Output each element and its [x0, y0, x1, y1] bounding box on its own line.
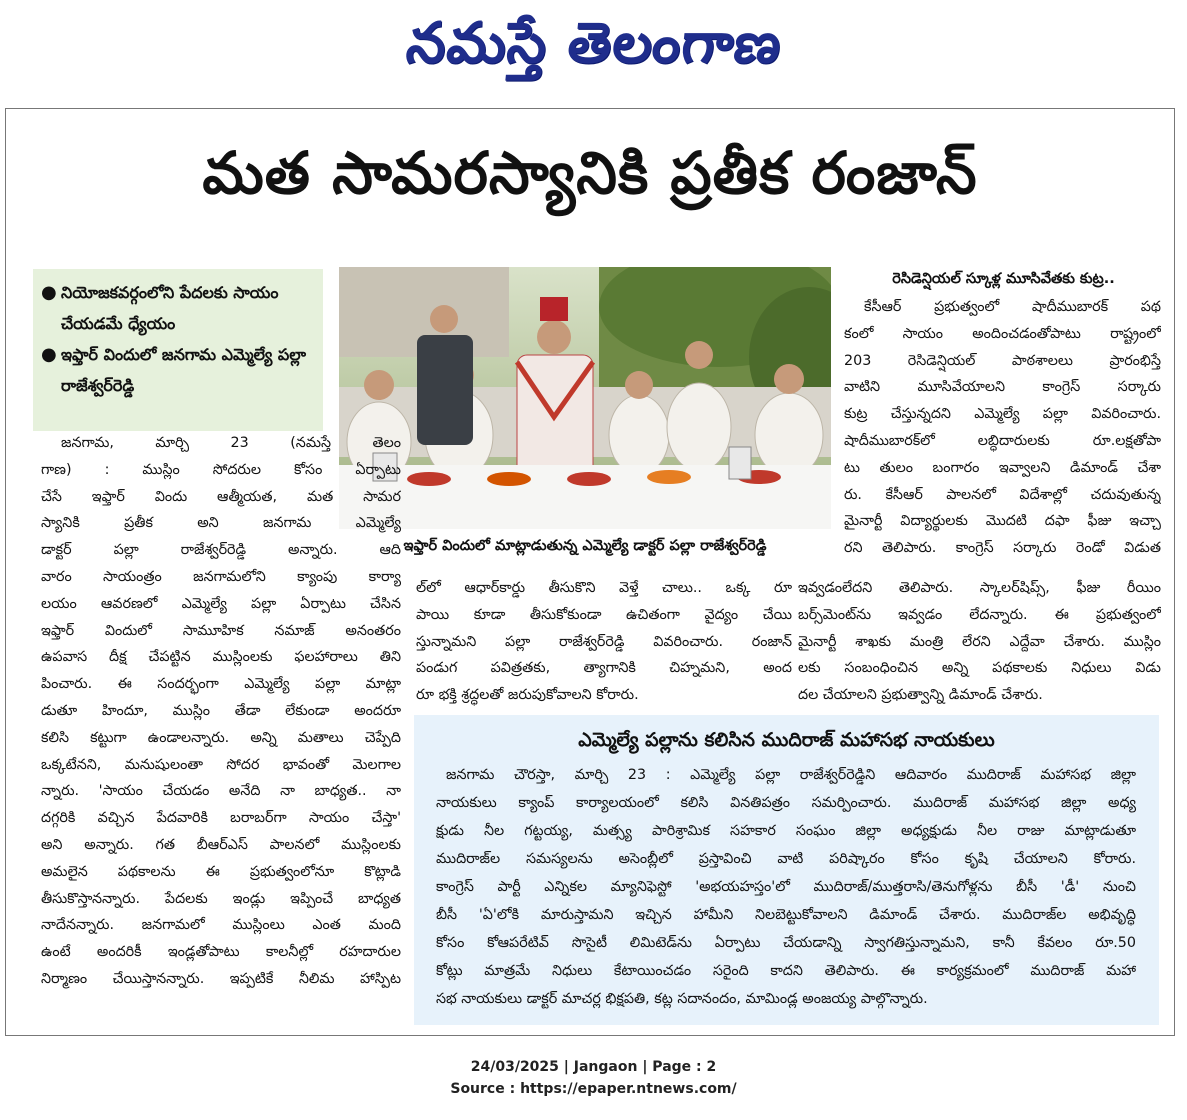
edition-info: 24/03/2025 | Jangaon | Page : 2: [470, 1059, 717, 1075]
text-line: క్షుడు నీల గట్టయ్య, మత్స్య పారిశ్రామిక సహకార సంఘం జిల్లా అధ్యక్షుడు నీల రాజు మాట్లాడుతూ: [436, 823, 1136, 839]
text-line: పండుగ పవిత్రతకు, త్యాగానికి చిహ్నమని, అంద: [416, 660, 792, 677]
text-line: పించారు. ఈ సందర్భంగా ఎమ్మెల్యే పల్లా మాట్లా: [41, 676, 401, 693]
text-line: కలిసి కట్టుగా ఉండాలన్నారు. అన్ని మతాలు చెప్పేది: [41, 729, 401, 746]
text-line: కోట్లు మాత్రమే నిధులు కేటాయించడం సరైంది కాదని తెలిపారు. ఈ కార్యక్రమంలో ముదిరాజ్ మహా: [436, 963, 1136, 979]
page-footer: [0, 1056, 1187, 1100]
text-line: ఉపవాస దీక్ష చేపట్టిన ముస్లింలకు ఫలహారాలు తిని: [41, 649, 401, 666]
photo-caption: ఇఫ్తార్ విందులో మాట్లాడుతున్న ఎమ్మెల్యే డాక్టర్ పల్లా రాజేశ్వర్‌రెడ్డి: [403, 538, 767, 554]
highlight-text: ఇఫ్తార్ విందులో జనగామ ఎమ్మెల్యే పల్లా రాజేశ్వర్‌రెడ్డి: [61, 345, 307, 395]
text-line: న్నారు. 'సాయం చేయడం అనేది నా బాధ్యత.. నా: [41, 783, 401, 800]
text-line: కుట్ర చేస్తున్నదని ఎమ్మెల్యే పల్లా వివరించారు.: [844, 406, 1161, 423]
source-link[interactable]: Source : https://epaper.ntnews.com/: [450, 1081, 737, 1097]
text-line: లకు సంబంధించిన అన్ని పథకాలకు నిధులు విడు: [798, 660, 1161, 677]
text-line: కోసం కోఆపరేటివ్ సొసైటీ లిమిటెడ్‌ను ఏర్పాటు చేయడాన్ని స్వాగతిస్తున్నామని, కానీ కేవలం రూ.50: [436, 935, 1136, 951]
text-line: స్తున్నామని పల్లా రాజేశ్వర్‌రెడ్డి వివరించారు. రంజాన్: [416, 633, 792, 650]
text-line: రూ భక్తి శ్రద్ధలతో జరుపుకోవాలని కోరారు.: [416, 687, 639, 704]
text-line: రని తెలిపారు. కాంగ్రెస్ సర్కారు రెండో విడుత: [844, 540, 1161, 557]
text-line: లయం ఆవరణలో ఎమ్మెల్యే పల్లా ఏర్పాటు చేసిన: [41, 595, 401, 612]
text-line: జనగామ చౌరస్తా, మార్చి 23 : ఎమ్మెల్యే పల్లా రాజేశ్వర్‌రెడ్డిని ఆదివారం ముదిరాజ్ మహాసభ జిల్లా: [446, 767, 1136, 783]
text-line: దగ్గరికి వచ్చిన పేదవారికి బరాబర్‌గా సాయం చేస్తా': [41, 810, 401, 827]
highlight-item: [41, 277, 315, 339]
bullet-icon: ●: [41, 282, 57, 303]
text-line: గాణ) : ముస్లిం సోదరుల కోసం ఏర్పాటు: [41, 461, 401, 478]
column-3-continued: [798, 575, 1161, 709]
text-line: ముదిరాజ్‌ల సమస్యలను అసెంబ్లీలో ప్రస్తావించి వాటి పరిష్కారం కోసం కృషి చేయాలని కోరారు.: [436, 851, 1136, 867]
text-line: మైనార్టీ శాఖకు మంత్రి లేరని ఎద్దేవా చేశారు. ముస్లిం: [798, 633, 1161, 650]
text-line: టు తులం బంగారం ఇవ్వాలని డిమాండ్ చేశా: [844, 459, 1161, 476]
text-line: మైనార్టీ విద్యార్థులకు మొదటి దఫా ఫీజు ఇచ్చా: [844, 513, 1161, 530]
text-line: బర్స్‌మెంట్‌ను ఇవ్వడం లేదన్నారు. ఈ ప్రభుత్వంలో: [798, 606, 1161, 623]
text-line: నాయకులు క్యాంప్ కార్యాలయంలో కలిసి వినతిపత్రం సమర్పించారు. ముదిరాజ్ మహాసభ జిల్లా అధ్య: [436, 795, 1136, 811]
text-line: కేసీఆర్ ప్రభుత్వంలో షాదీముబారక్ పథ: [864, 299, 1161, 315]
text-line: జనగామ, మార్చి 23 (నమస్తే తెలం: [61, 435, 401, 451]
text-line: దల చేయాలని ప్రభుత్వాన్ని డిమాండ్ చేశారు.: [798, 687, 1043, 704]
news-article: [5, 108, 1175, 1036]
text-line: ఉంటే అందరికీ ఇండ్లతోపాటు కాలనీల్లో రహదారుల: [41, 944, 401, 961]
sidebar-news-box: [414, 715, 1159, 1025]
text-line: నిర్మాణం చేయిస్తానన్నారు. ఇప్పటికే నీలిమ హాస్పిట: [41, 970, 401, 987]
text-line: డుతూ హిందూ, ముస్లిం తేడా లేకుండా అందరూ: [41, 702, 401, 719]
text-line: నాదేనన్నారు. జనగామలో ముస్లింలు ఎంత మంది: [41, 917, 401, 934]
text-line: తీసుకొస్తానన్నారు. పేదలకు ఇండ్లు ఇప్పించే బాధ్యత: [41, 890, 401, 907]
photo-illustration: [339, 267, 831, 529]
highlight-item: [41, 339, 315, 401]
event-photo: [339, 267, 831, 529]
article-headline: మత సామరస్యానికి ప్రతీక రంజాన్: [202, 139, 978, 207]
box-body: [436, 761, 1136, 1013]
column-1: [41, 430, 401, 993]
masthead: [0, 0, 1187, 100]
text-line: డాక్టర్ పల్లా రాజేశ్వర్‌రెడ్డి అన్నారు. ఆది: [41, 542, 401, 559]
text-line: కాంగ్రెస్ పార్టీ ఎన్నికల మ్యానిఫెస్టో 'అభయహస్తం'లో ముదిరాజ్/ముత్తరాసి/తెనుగోళ్లను బీసీ 'డీ' నుంచి: [436, 879, 1136, 895]
newspaper-logo: నమస్తే తెలంగాణ: [403, 10, 786, 76]
text-line: రు. కేసీఆర్ పాలనలో విదేశాల్లో చదువుతున్న: [844, 486, 1161, 503]
text-line: 203 రెసిడెన్షియల్ పాఠశాలలు ప్రారంభిస్తే: [844, 352, 1161, 369]
text-line: ల్‌లో ఆధార్‌కార్డు తీసుకొని వెళ్తే చాలు.. ఒక్క రూ: [416, 580, 792, 596]
text-line: వాటిని మూసివేయాలని కాంగ్రెస్ సర్కారు: [844, 379, 1161, 396]
text-line: అమలైన పథకాలను ఈ ప్రభుత్వంలోనూ కొట్లాడి: [41, 863, 401, 880]
column-3: [844, 294, 1161, 562]
text-line: ఒక్కటేనని, మనుషులంతా సోదర భావంతో మెలగాల: [41, 756, 401, 773]
text-line: పాయి కూడా తీసుకోకుండా ఉచితంగా వైద్యం చేయి: [416, 606, 792, 623]
text-line: చేసే ఇఫ్తార్ విందు ఆత్మీయత, మత సామర: [41, 488, 401, 505]
text-line: కంలో సాయం అందించడంతోపాటు రాష్ట్రంలో: [844, 325, 1161, 342]
highlight-text: నియోజకవర్గంలోని పేదలకు సాయం చేయడమే ధ్యేయం: [61, 283, 279, 333]
text-line: వారం సాయంత్రం జనగామలోని క్యాంపు కార్యా: [41, 568, 401, 585]
text-line: ఇవ్వడంలేదని తెలిపారు. స్కాలర్‌షిప్స్, ఫీజు రీయిం: [798, 580, 1161, 596]
text-line: స్యానికి ప్రతీక అని జనగామ ఎమ్మెల్యే: [41, 515, 401, 532]
text-line: అని అన్నారు. గత బీఆర్‌ఎస్ పాలనలో ముస్లింలకు: [41, 836, 401, 853]
bullet-icon: ●: [41, 344, 57, 365]
highlights-box: [33, 269, 323, 431]
text-line: బీసీ 'ఏ'లోకి మారుస్తామని ఇచ్చిన హామీని నిలబెట్టుకోవాలని డిమాండ్ చేశారు. ముదిరాజ్‌ల అభివృద్ధి: [436, 907, 1136, 923]
text-line: షాదీముబారక్‌లో లబ్ధిదారులకు రూ.లక్షతోపా: [844, 432, 1161, 449]
box-title: ఎమ్మెల్యే పల్లాను కలిసిన ముదిరాజ్ మహాసభ నాయకులు: [578, 729, 995, 751]
subheading: రెసిడెన్షియల్ స్కూళ్ల మూసివేతకు కుట్ర..: [892, 271, 1115, 287]
text-line: సభ నాయకులు డాక్టర్ మాచర్ల భిక్షపతి, కట్ల సదానందం, మామిండ్ల అంజయ్య పాల్గొన్నారు.: [436, 991, 928, 1007]
column-2: [416, 575, 792, 709]
text-line: ఇఫ్తార్ విందులో సామూహిక నమాజ్ అనంతరం: [41, 622, 401, 639]
